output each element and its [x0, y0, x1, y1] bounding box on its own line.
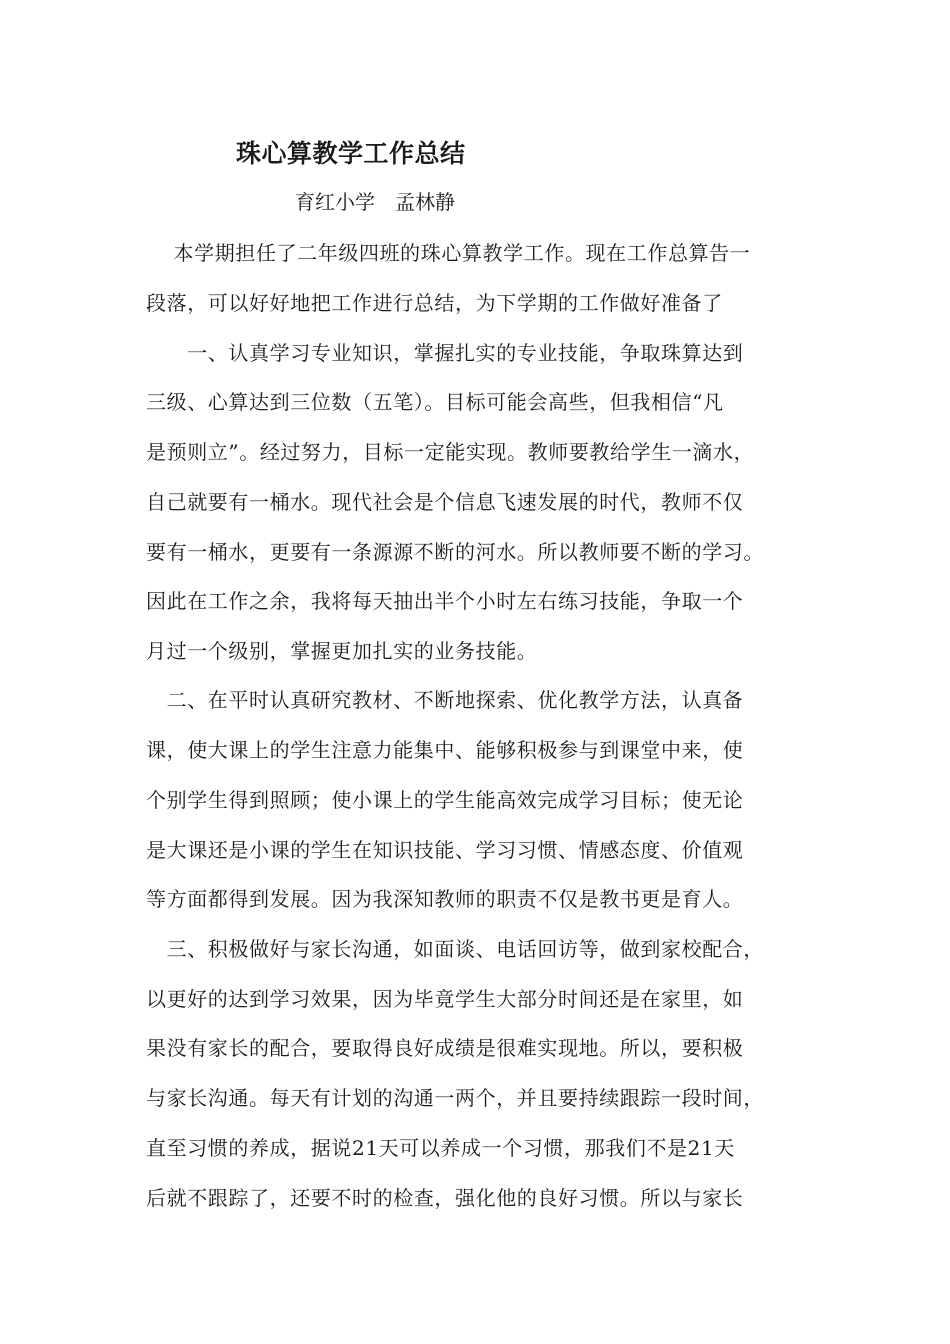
body-line: 因此在工作之余，我将每天抽出半个小时左右练习技能，争取一个 [146, 589, 744, 613]
body-line: 等方面都得到发展。因为我深知教师的职责不仅是教书更是育人。 [146, 887, 744, 911]
body-line: 自己就要有一桶水。现代社会是个信息飞速发展的时代，教师不仅 [146, 490, 744, 514]
body-line: 个别学生得到照顾；使小课上的学生能高效完成学习目标；使无论 [146, 788, 744, 812]
body-line: 果没有家长的配合，要取得良好成绩是很难实现地。所以，要积极 [146, 1036, 744, 1060]
body-line: 与家长沟通。每天有计划的沟通一两个，并且要持续跟踪一段时间， [146, 1086, 764, 1110]
body-line: 三级、心算达到三位数（五笔）。目标可能会高些，但我相信“凡 [146, 390, 724, 414]
body-line: 一、认真学习专业知识，掌握扎实的专业技能，争取珠算达到 [146, 341, 744, 365]
body-line: 月过一个级别，掌握更加扎实的业务技能。 [146, 639, 538, 663]
body-line: 段落，可以好好地把工作进行总结，为下学期的工作做好准备了 [146, 291, 723, 315]
body-line: 三、积极做好与家长沟通，如面谈、电话回访等，做到家校配合， [146, 937, 764, 961]
body-line: 二、在平时认真研究教材、不断地探索、优化教学方法，认真备 [146, 688, 744, 712]
body-line: 是大课还是小课的学生在知识技能、学习习惯、情感态度、价值观 [146, 838, 744, 862]
body-line: 以更好的达到学习效果，因为毕竟学生大部分时间还是在家里，如 [146, 987, 744, 1011]
body-line: 直至习惯的养成，据说21天可以养成一个习惯，那我们不是21天 [146, 1136, 735, 1160]
body-line: 要有一桶水，更要有一条源源不断的河水。所以教师要不断的学习。 [146, 540, 764, 564]
document-author: 育红小学 孟林静 [295, 190, 455, 214]
body-line: 课，使大课上的学生注意力能集中、能够积极参与到课堂中来，使 [146, 738, 744, 762]
body-line: 后就不跟踪了，还要不时的检查，强化他的良好习惯。所以与家长 [146, 1186, 744, 1210]
document-title: 珠心算教学工作总结 [236, 139, 466, 168]
body-line: 本学期担任了二年级四班的珠心算教学工作。现在工作总算告一 [146, 241, 751, 265]
body-line: 是预则立”。经过努力，目标一定能实现。教师要教给学生一滴水， [146, 440, 755, 464]
